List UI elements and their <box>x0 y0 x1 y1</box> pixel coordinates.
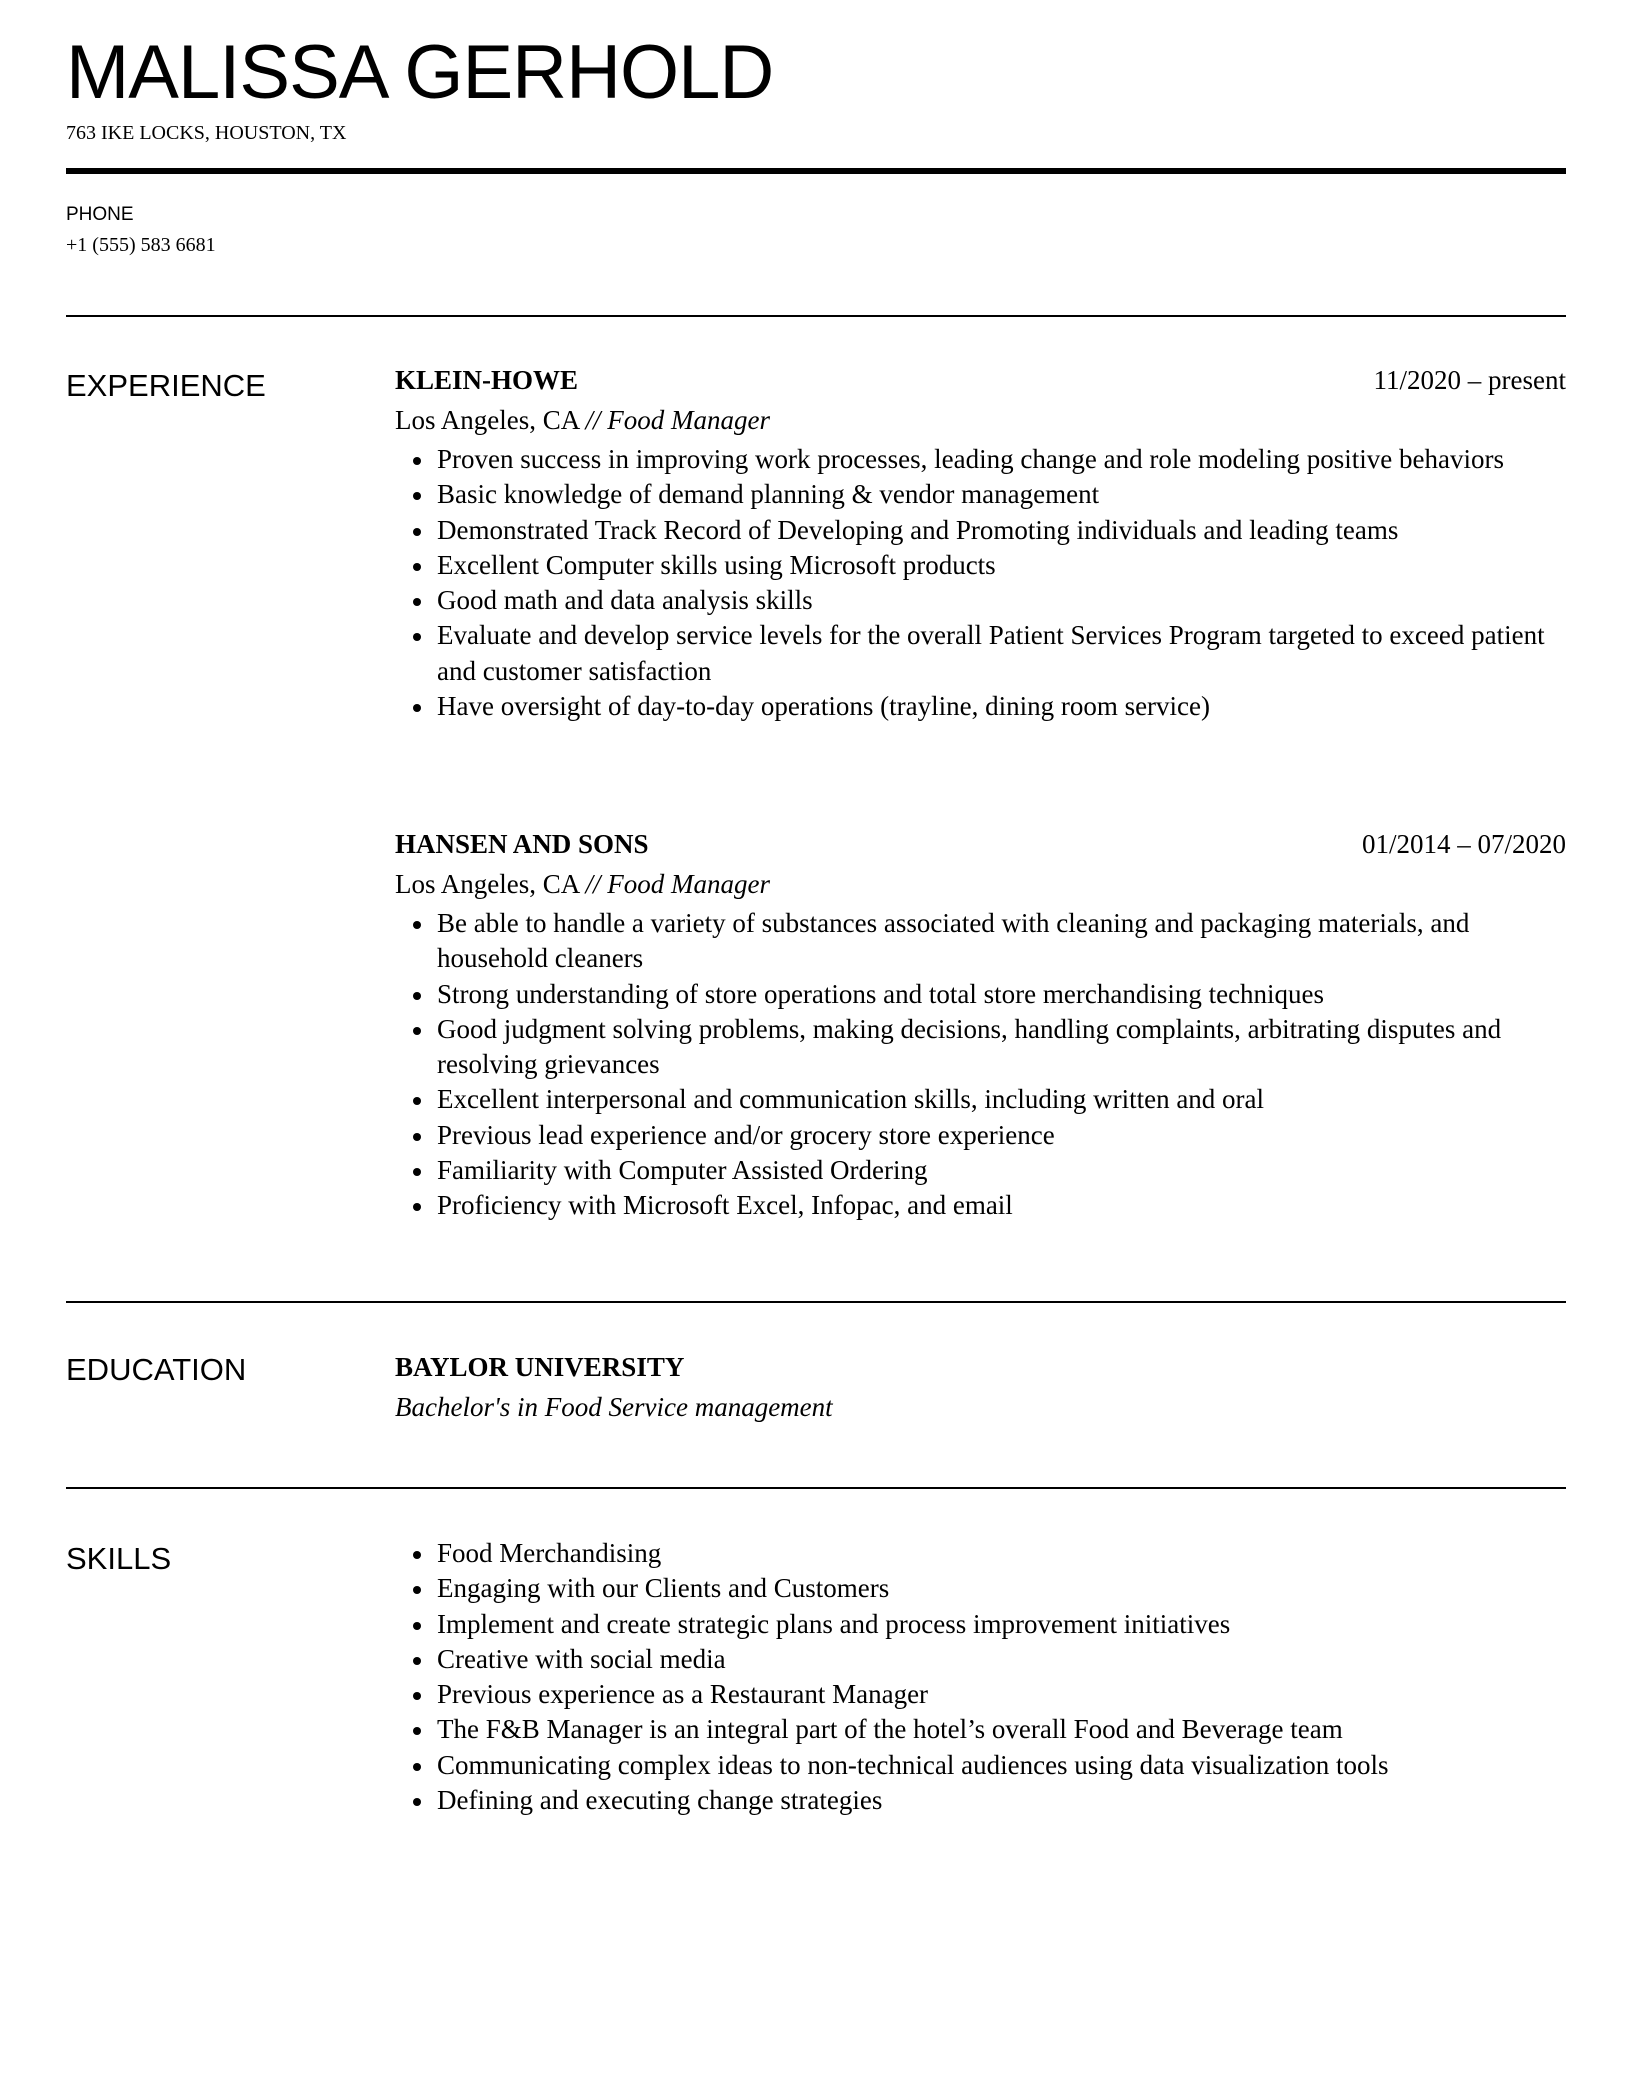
education-heading: EDUCATION <box>66 1352 247 1387</box>
bullet-icon <box>413 563 421 571</box>
section-divider <box>66 315 1566 317</box>
company-name: HANSEN AND SONS <box>395 829 649 859</box>
skills-heading: SKILLS <box>66 1541 172 1576</box>
list-item: Excellent Computer skills using Microsoft products <box>437 548 1566 583</box>
job-separator: // <box>585 869 601 899</box>
list-item: The F&B Manager is an integral part of the hotel’s overall Food and Beverage team <box>437 1712 1566 1747</box>
bullet-icon <box>413 1133 421 1141</box>
school-name: BAYLOR UNIVERSITY <box>395 1352 685 1382</box>
list-item: Food Merchandising <box>437 1536 1566 1571</box>
bullet-icon <box>413 492 421 500</box>
bullet-icon <box>413 457 421 465</box>
list-item: Creative with social media <box>437 1642 1566 1677</box>
bullet-icon <box>413 1203 421 1211</box>
list-item: Basic knowledge of demand planning & vendor management <box>437 477 1566 512</box>
job-bullets <box>395 442 1566 724</box>
bullet-icon <box>413 921 421 929</box>
job-location-title <box>395 866 1566 906</box>
education-entry <box>395 1349 1566 1425</box>
bullet-icon <box>413 1097 421 1105</box>
experience-heading: EXPERIENCE <box>66 368 266 403</box>
list-item: Have oversight of day-to-day operations (trayline, dining room service) <box>437 689 1566 724</box>
list-item: Implement and create strategic plans and process improvement initiatives <box>437 1607 1566 1642</box>
bullet-icon <box>413 704 421 712</box>
list-item: Previous lead experience and/or grocery store experience <box>437 1118 1566 1153</box>
list-item: Good judgment solving problems, making decisions, handling complaints, arbitrating disputes and resolving grievances <box>437 1012 1566 1083</box>
job-title: Food Manager <box>607 869 771 899</box>
candidate-name: MALISSA GERHOLD <box>66 30 774 115</box>
bullet-icon <box>413 1551 421 1559</box>
skills-list <box>395 1536 1566 1818</box>
list-item: Proven success in improving work processes, leading change and role modeling positive behaviors <box>437 442 1566 477</box>
job-bullets <box>395 906 1566 1224</box>
bullet-icon <box>413 633 421 641</box>
list-item: Good math and data analysis skills <box>437 583 1566 618</box>
header-divider <box>66 168 1566 174</box>
list-item: Familiarity with Computer Assisted Ordering <box>437 1153 1566 1188</box>
skills-bullets <box>395 1536 1566 1818</box>
list-item: Excellent interpersonal and communication skills, including written and oral <box>437 1082 1566 1117</box>
bullet-icon <box>413 1763 421 1771</box>
degree: Bachelor's in Food Service management <box>395 1392 833 1422</box>
list-item: Communicating complex ideas to non-technical audiences using data visualization tools <box>437 1748 1566 1783</box>
section-divider <box>66 1487 1566 1489</box>
company-name: KLEIN-HOWE <box>395 365 579 395</box>
bullet-icon <box>413 1727 421 1735</box>
bullet-icon <box>413 1586 421 1594</box>
job-separator: // <box>585 405 601 435</box>
list-item: Previous experience as a Restaurant Manager <box>437 1677 1566 1712</box>
list-item: Defining and executing change strategies <box>437 1783 1566 1818</box>
bullet-icon <box>413 1622 421 1630</box>
job-location: Los Angeles, CA <box>395 869 579 899</box>
job-entry <box>395 826 1566 1224</box>
bullet-icon <box>413 1692 421 1700</box>
list-item: Engaging with our Clients and Customers <box>437 1571 1566 1606</box>
list-item: Proficiency with Microsoft Excel, Infopac, and email <box>437 1188 1566 1223</box>
bullet-icon <box>413 1168 421 1176</box>
phone-number: +1 (555) 583 6681 <box>66 234 216 256</box>
phone-label: PHONE <box>66 204 134 225</box>
job-location-title <box>395 402 1566 442</box>
list-item: Be able to handle a variety of substances associated with cleaning and packaging materials, and household cleaners <box>437 906 1566 977</box>
bullet-icon <box>413 1798 421 1806</box>
bullet-icon <box>413 528 421 536</box>
job-entry <box>395 362 1566 724</box>
bullet-icon <box>413 1027 421 1035</box>
list-item: Demonstrated Track Record of Developing and Promoting individuals and leading teams <box>437 513 1566 548</box>
job-location: Los Angeles, CA <box>395 405 579 435</box>
bullet-icon <box>413 992 421 1000</box>
bullet-icon <box>413 1657 421 1665</box>
job-dates: 01/2014 – 07/2020 <box>1361 829 1566 859</box>
list-item: Strong understanding of store operations and total store merchandising techniques <box>437 977 1566 1012</box>
list-item: Evaluate and develop service levels for the overall Patient Services Program targeted to exceed patient and customer satisfaction <box>437 618 1566 689</box>
job-title: Food Manager <box>607 405 771 435</box>
bullet-icon <box>413 598 421 606</box>
section-divider <box>66 1301 1566 1303</box>
job-dates: 11/2020 – present <box>1373 365 1566 395</box>
candidate-address: 763 IKE LOCKS, HOUSTON, TX <box>66 122 347 144</box>
